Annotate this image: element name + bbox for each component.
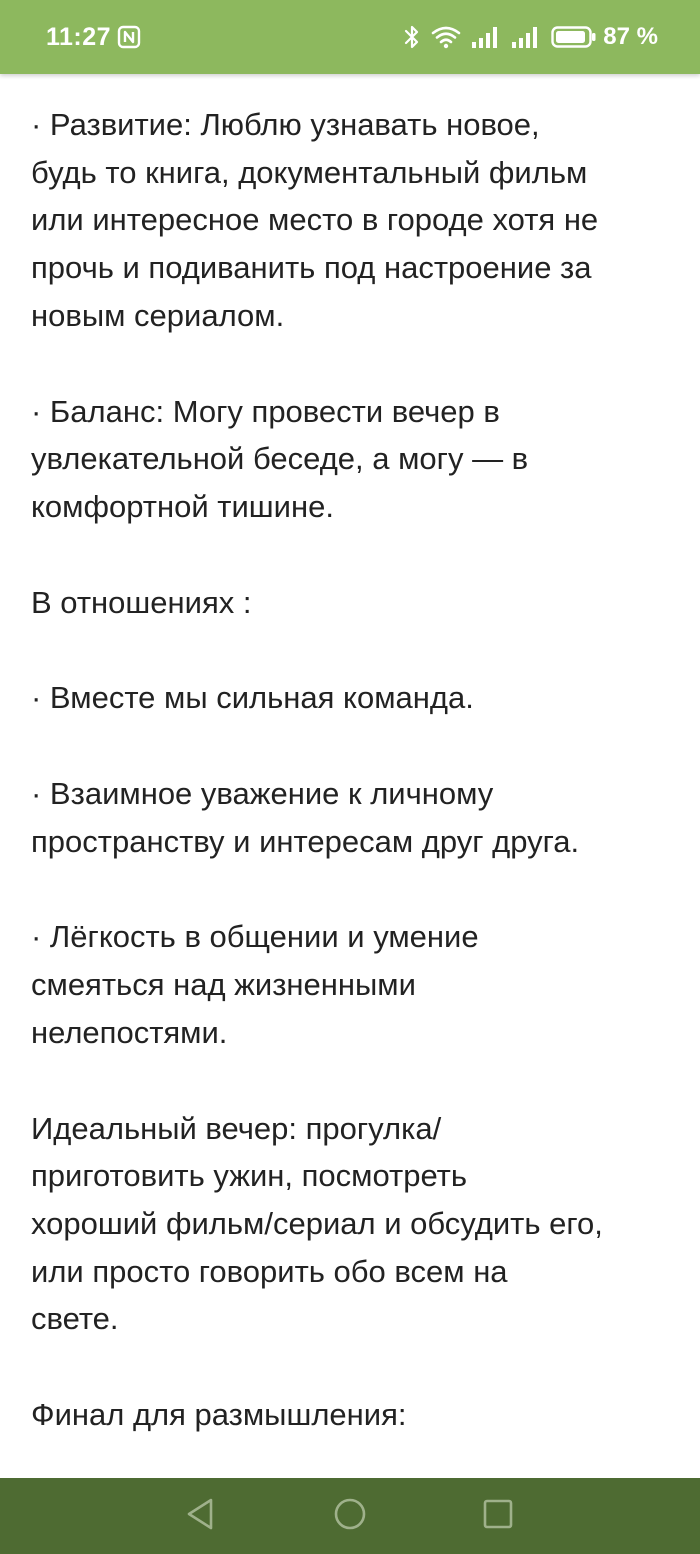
paragraph: В отношениях : [31,584,252,620]
paragraph: · Баланс: Могу провести вечер в увлекательной беседе, а могу — в комфортной тишине. [31,393,529,524]
signal-icon [471,25,501,49]
status-bar [0,0,700,74]
recents-button[interactable] [479,1497,517,1535]
paragraph: Финал для размышления: [31,1397,407,1433]
paragraph: · Вместе мы сильная команда. [31,680,474,716]
back-icon [184,1497,216,1536]
signal-icon [511,25,541,49]
bluetooth-icon [403,24,421,50]
status-left [46,0,141,74]
paragraph: Идеальный вечер: прогулка/ приготовить ужин, посмотреть хороший фильм/сериал и обсудить его, или просто говорить обо всем на свете. [31,1110,603,1337]
home-icon [333,1497,367,1536]
navigation-bar [0,1478,700,1554]
status-time: 11:27 [46,22,112,51]
paragraph: · Лёгкость в общении и умение смеяться над жизненными нелепостями. [31,919,479,1050]
wifi-icon [431,25,461,49]
back-button[interactable] [181,1497,219,1535]
battery-percent: 87 % [603,23,658,50]
battery-icon [551,25,597,49]
paragraph: · Взаимное уважение к личному пространству и интересам друг друга. [31,776,580,859]
home-button[interactable] [331,1497,369,1535]
status-right [393,0,658,74]
article-text [31,101,681,1487]
nfc-icon [117,25,141,49]
paragraph: · Развитие: Люблю узнавать новое, будь то книга, документальный фильм или интересное место в городе хотя не прочь и подиванить под настроение за новым сериалом. [31,107,599,333]
recents-icon [482,1498,514,1535]
